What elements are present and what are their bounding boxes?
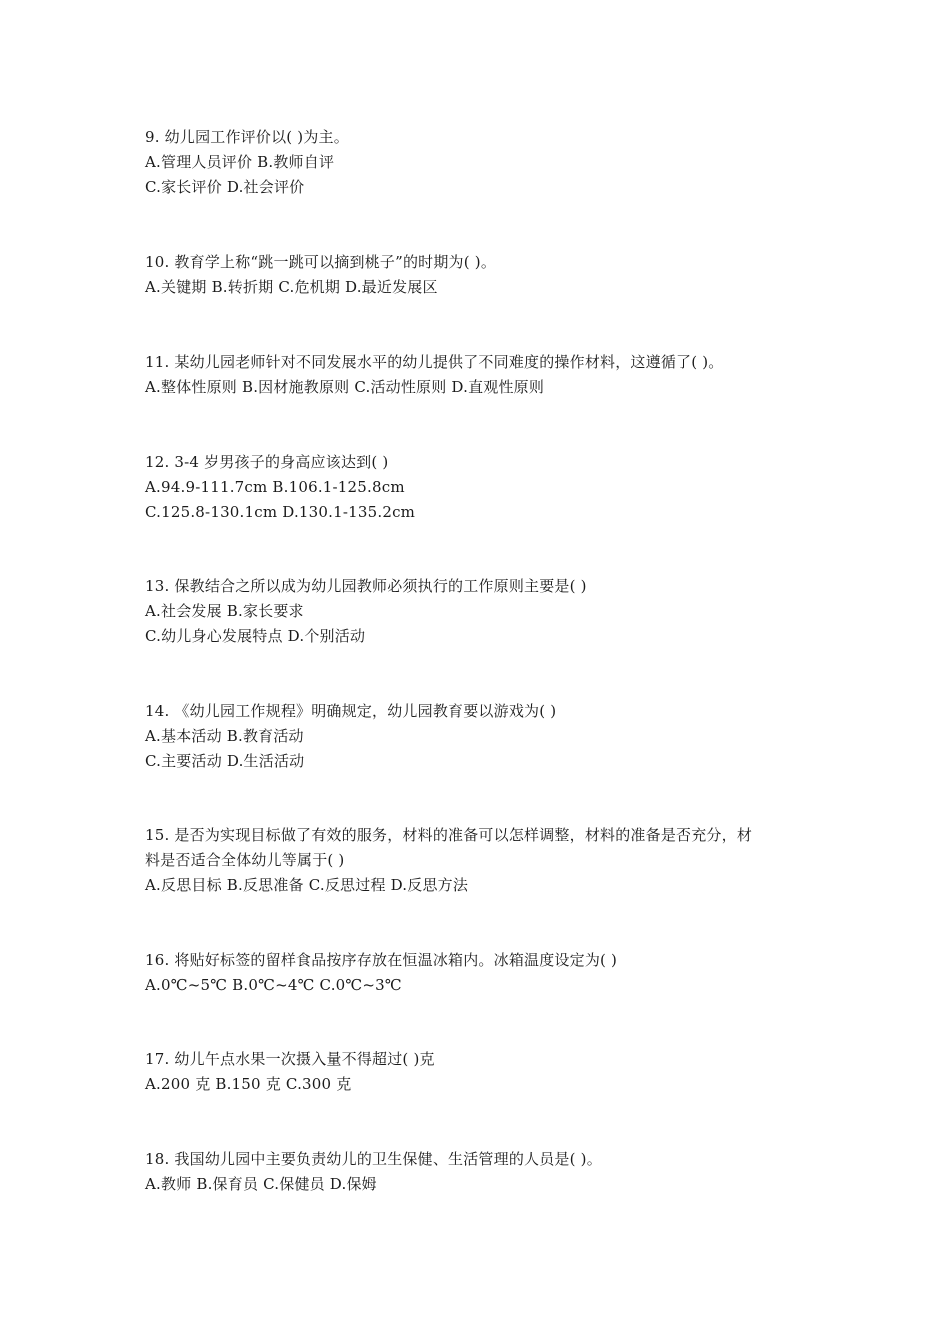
question-stem: 12. 3-4 岁男孩子的身高应该达到( ) <box>145 453 389 471</box>
question-stem: 18. 我国幼儿园中主要负责幼儿的卫生保健、生活管理的人员是( )。 <box>145 1150 602 1168</box>
question-options: A.反思目标 B.反思准备 C.反思过程 D.反思方法 <box>145 876 469 894</box>
question-9 <box>145 125 825 200</box>
question-options: C.125.8-130.1cm D.130.1-135.2cm <box>145 503 416 521</box>
question-13 <box>145 574 825 649</box>
question-stem: 9. 幼儿园工作评价以( )为主。 <box>145 128 349 146</box>
question-options: C.家长评价 D.社会评价 <box>145 178 305 196</box>
question-stem: 14. 《幼儿园工作规程》明确规定，幼儿园教育要以游戏为( ) <box>145 702 557 720</box>
question-options: A.管理人员评价 B.教师自评 <box>145 153 335 171</box>
question-17 <box>145 1047 825 1097</box>
question-options: A.关键期 B.转折期 C.危机期 D.最近发展区 <box>145 278 438 296</box>
question-options: A.94.9-111.7cm B.106.1-125.8cm <box>145 478 405 496</box>
question-12 <box>145 450 825 525</box>
question-stem-continued: 料是否适合全体幼儿等属于( ) <box>145 851 345 869</box>
question-11 <box>145 350 825 400</box>
question-stem: 13. 保教结合之所以成为幼儿园教师必须执行的工作原则主要是( ) <box>145 577 587 595</box>
question-10 <box>145 250 825 300</box>
question-options: A.教师 B.保育员 C.保健员 D.保姆 <box>145 1175 377 1193</box>
question-stem: 16. 将贴好标签的留样食品按序存放在恒温冰箱内。冰箱温度设定为( ) <box>145 951 618 969</box>
question-stem: 15. 是否为实现目标做了有效的服务，材料的准备可以怎样调整，材料的准备是否充分，材 <box>145 826 753 844</box>
question-18 <box>145 1147 825 1197</box>
question-options: A.社会发展 B.家长要求 <box>145 602 304 620</box>
question-options: A.基本活动 B.教育活动 <box>145 727 304 745</box>
question-16 <box>145 948 825 998</box>
question-options: A.0℃~5℃ B.0℃~4℃ C.0℃~3℃ <box>145 976 402 994</box>
question-options: C.幼儿身心发展特点 D.个别活动 <box>145 627 366 645</box>
question-stem: 17. 幼儿午点水果一次摄入量不得超过( )克 <box>145 1050 435 1068</box>
question-options: A.整体性原则 B.因材施教原则 C.活动性原则 D.直观性原则 <box>145 378 545 396</box>
question-15 <box>145 823 825 898</box>
question-stem: 11. 某幼儿园老师针对不同发展水平的幼儿提供了不同难度的操作材料，这遵循了( )。 <box>145 353 724 371</box>
question-stem: 10. 教育学上称“跳一跳可以摘到桃子”的时期为( )。 <box>145 253 497 271</box>
question-options: C.主要活动 D.生活活动 <box>145 752 305 770</box>
question-options: A.200 克 B.150 克 C.300 克 <box>145 1075 352 1093</box>
question-14 <box>145 699 825 774</box>
